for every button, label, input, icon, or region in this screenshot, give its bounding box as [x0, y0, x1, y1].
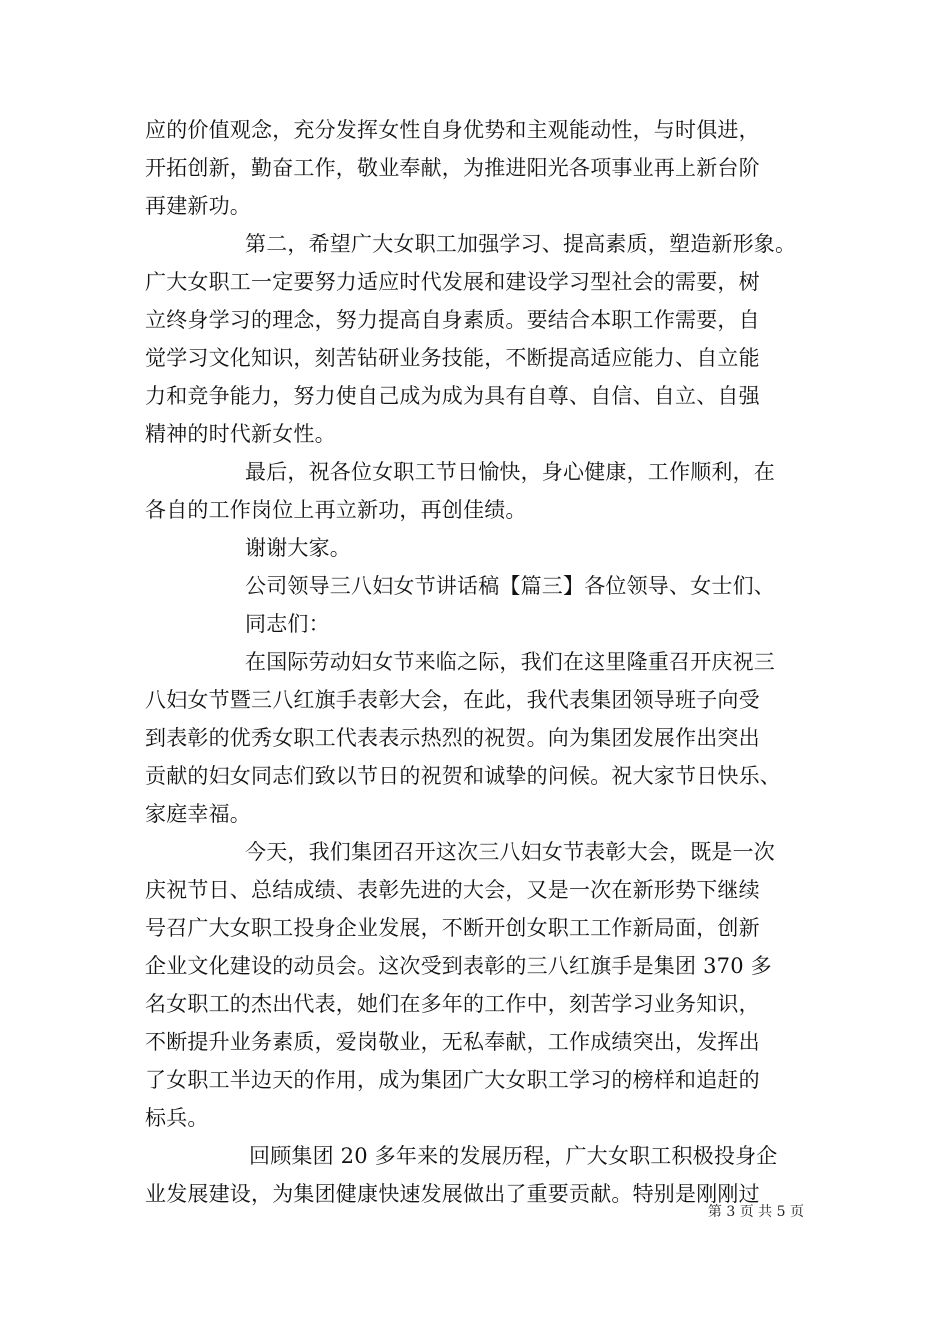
text-line: 最后，祝各位女职工节日愉快，身心健康，工作顺利，在 [245, 460, 775, 484]
text-line: 力和竞争能力，努力使自己成为成为具有自尊、自信、自立、自强 [145, 384, 760, 408]
text-line: 在国际劳动妇女节来临之际，我们在这里隆重召开庆祝三 [245, 650, 775, 674]
text-line: 八妇女节暨三八红旗手表彰大会，在此，我代表集团领导班子向受 [145, 688, 760, 712]
text-line: 不断提升业务素质，爱岗敬业，无私奉献，工作成绩突出，发挥出 [145, 1030, 760, 1054]
page-number-footer: 第 3 页 共 5 页 [707, 1204, 804, 1220]
text-line: 今天，我们集团召开这次三八妇女节表彰大会，既是一次 [245, 840, 775, 864]
text-line: 了女职工半边天的作用，成为集团广大女职工学习的榜样和追赶的 [145, 1068, 760, 1092]
text-line: 标兵。 [145, 1106, 209, 1130]
text-line: 广大女职工一定要努力适应时代发展和建设学习型社会的需要，树 [145, 270, 760, 294]
text-line: 公司领导三八妇女节讲话稿【篇三】各位领导、女士们、 [245, 574, 775, 598]
text-line: 觉学习文化知识，刻苦钻研业务技能，不断提高适应能力、自立能 [145, 346, 760, 370]
text-line: 第二，希望广大女职工加强学习、提高素质，塑造新形象。 [245, 232, 797, 256]
text-line: 业发展建设，为集团健康快速发展做出了重要贡献。特别是刚刚过 [145, 1182, 760, 1206]
text-line: 谢谢大家。 [245, 536, 351, 560]
text-line: 再建新功。 [145, 194, 251, 218]
text-line: 各自的工作岗位上再立新功，再创佳绩。 [145, 498, 527, 522]
text-line: 企业文化建设的动员会。这次受到表彰的三八红旗手是集团 370 多 [145, 954, 772, 978]
text-line: 家庭幸福。 [145, 802, 251, 826]
text-line: 精神的时代新女性。 [145, 422, 336, 446]
text-line: 庆祝节日、总结成绩、表彰先进的大会，又是一次在新形势下继续 [145, 878, 760, 902]
text-line: 名女职工的杰出代表，她们在多年的工作中，刻苦学习业务知识， [145, 992, 760, 1016]
text-line: 回顾集团 20 多年来的发展历程，广大女职工积极投身企 [249, 1144, 778, 1168]
text-line: 立终身学习的理念，努力提高自身素质。要结合本职工作需要，自 [145, 308, 760, 332]
text-line: 同志们： [245, 612, 330, 636]
text-line: 应的价值观念，充分发挥女性自身优势和主观能动性，与时俱进， [145, 118, 760, 142]
text-line: 号召广大女职工投身企业发展，不断开创女职工工作新局面，创新 [145, 916, 760, 940]
text-line: 到表彰的优秀女职工代表表示热烈的祝贺。向为集团发展作出突出 [145, 726, 760, 750]
text-line: 开拓创新，勤奋工作，敬业奉献，为推进阳光各项事业再上新台阶 [145, 156, 760, 180]
text-line: 贡献的妇女同志们致以节日的祝贺和诚挚的问候。祝大家节日快乐、 [145, 764, 781, 788]
